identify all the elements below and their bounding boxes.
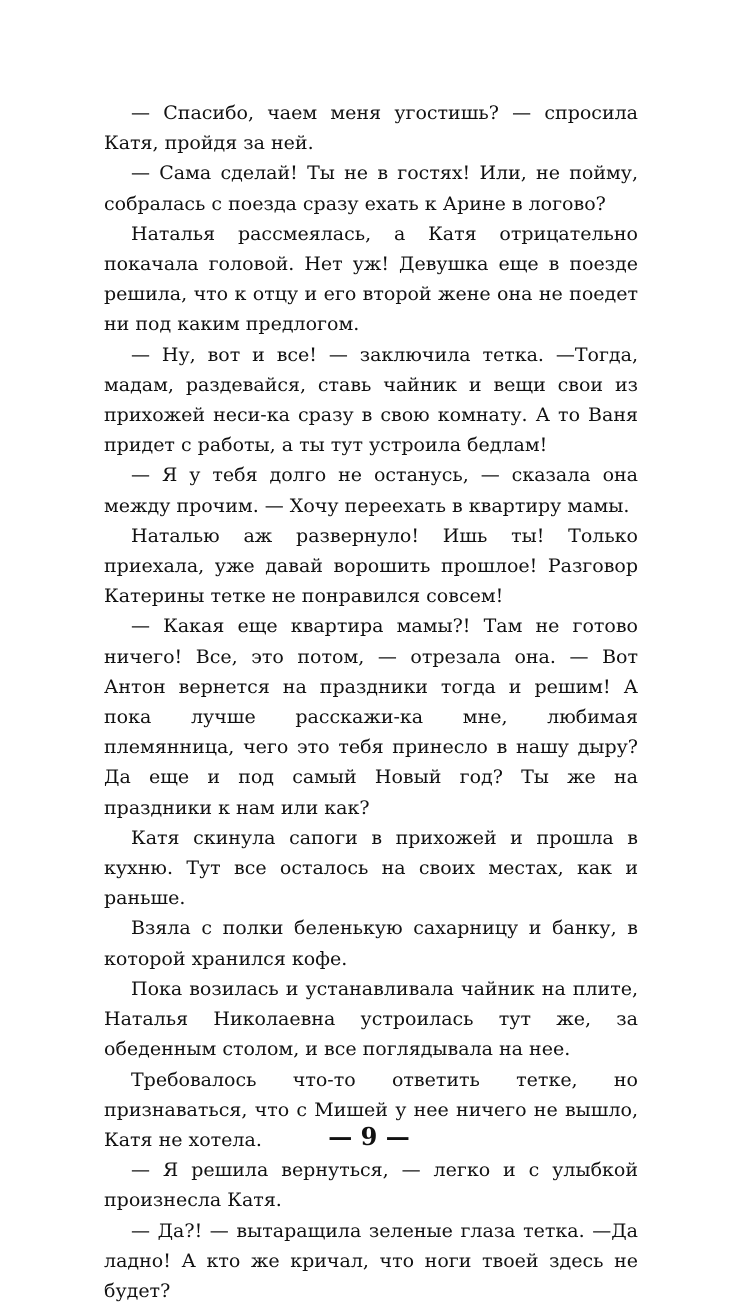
paragraph: — Я у тебя долго не останусь, — сказала она между прочим. — Хочу переехать в квартиру мамы. (104, 464, 638, 517)
paragraph: — Да?! — вытаращила зеленые глаза тетка. —Да ладно! А кто же кричал, что ноги твоей здесь не будет? (104, 1219, 638, 1302)
page-number: — 9 — (328, 1122, 410, 1151)
paragraph: — Какая еще квартира мамы?! Там не готово ничего! Все, это потом, — отрезала она. — Вот Антон вернется на праздники тогда и решим! А пока лучше расскажи-ка мне, любимая племянница, чего это тебя принесло в нашу дыру? Да еще и под самый Новый год? Ты же на праздники к нам или как? (104, 615, 638, 819)
paragraph: — Ну, вот и все! — заключила тетка. —Тогда, мадам, раздевайся, ставь чайник и вещи свои из прихожей неси-ка сразу в свою комнату. А то Ваня придет с работы, а ты тут устроила бедлам! (104, 343, 638, 457)
paragraph: — Я решила вернуться, — легко и с улыбкой произнесла Катя. (104, 1159, 638, 1212)
paragraph: — Сама сделай! Ты не в гостях! Или, не пойму, собралась с поезда сразу ехать к Арине в логово? (104, 162, 638, 215)
paragraph: Наталья рассмеялась, а Катя отрицательно покачала головой. Нет уж! Девушка еще в поезде решила, что к отцу и его второй жене она не поедет ни под каким предлогом. (104, 222, 638, 336)
paragraph: — Спасибо, чаем меня угостишь? — спросила Катя, пройдя за ней. (104, 102, 638, 155)
paragraph: Взяла с полки беленькую сахарницу и банку, в которой хранился кофе. (104, 917, 638, 970)
paragraph: Катя скинула сапоги в прихожей и прошла в кухню. Тут все осталось на своих местах, как и раньше. (104, 826, 638, 910)
paragraph: Требовалось что-то ответить тетке, но признаваться, что с Мишей у нее ничего не вышло, Катя не хотела. (104, 1068, 638, 1151)
paragraph: Пока возилась и устанавливала чайник на плите, Наталья Николаевна устроилась тут же, за обеденным столом, и все поглядывала на нее. (104, 977, 638, 1061)
paragraph: Наталью аж развернуло! Ишь ты! Только приехала, уже давай ворошить прошлое! Разговор Катерины тетке не понравился совсем! (104, 524, 638, 608)
